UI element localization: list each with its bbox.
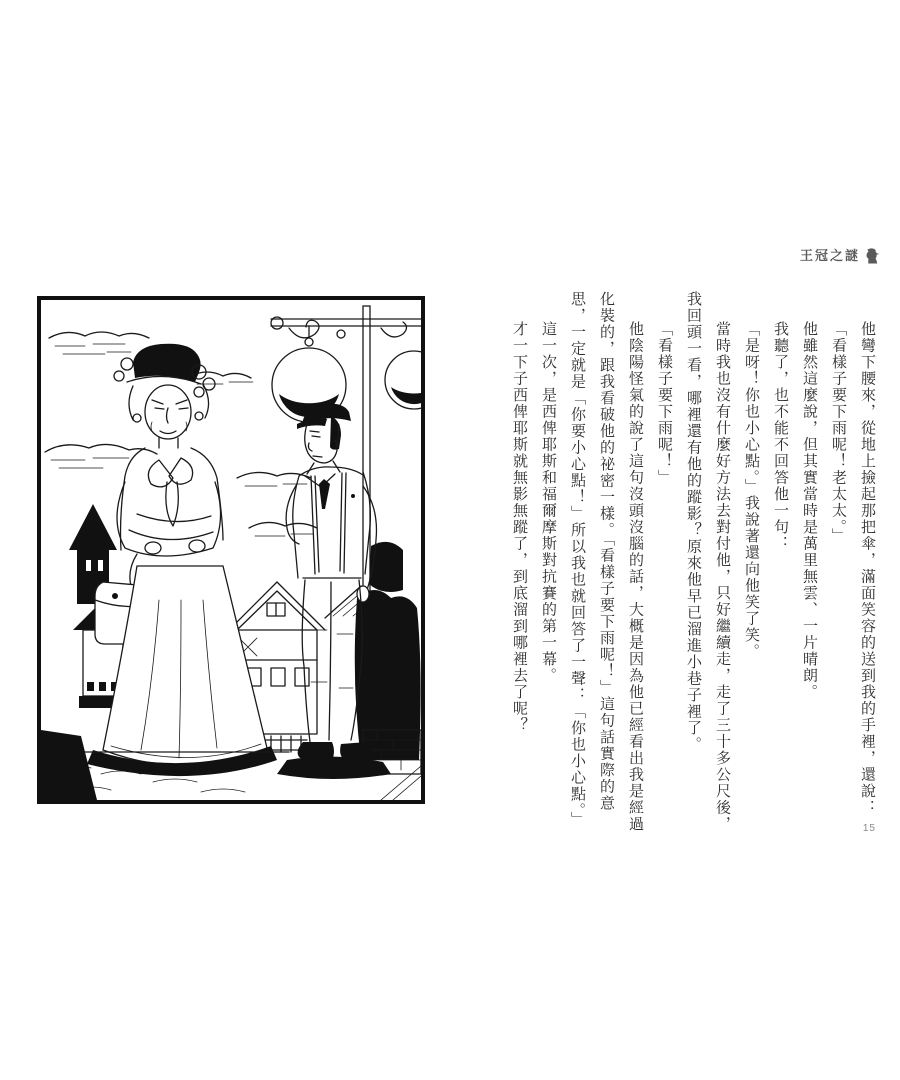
text-column: 思，一定就是「你要小心點！」所以我也就回答了一聲：「你也小心點。」	[569, 291, 585, 828]
text-column: 我聽了，也不能不回答他一句：	[772, 321, 788, 552]
street-scene-drawing	[41, 300, 421, 800]
text-column: 他彎下腰來，從地上撿起那把傘，滿面笑容的送到我的手裡，還說：	[859, 321, 875, 816]
running-header	[800, 243, 880, 265]
text-column: 他陰陽怪氣的說了這句沒頭沒腦的話，大概是因為他已經看出我是經過	[627, 321, 643, 833]
text-column: 我回頭一看，哪裡還有他的蹤影？原來他早已溜進小巷子裡了。	[685, 291, 701, 753]
text-column: 化裝的，跟我看破他的祕密一樣。「看樣子要下雨呢！」這句話實際的意	[598, 291, 614, 812]
text-column: 才一下子西俾耶斯就無影無蹤了，到底溜到哪裡去了呢？	[511, 321, 527, 734]
text-column: 當時我也沒有什麼好方法去對付他，只好繼續走，走了三十多公尺後，	[714, 321, 730, 833]
vertical-text	[503, 291, 881, 849]
text-column: 「看樣子要下雨呢！」	[656, 321, 672, 486]
holmes-silhouette-icon	[865, 245, 880, 264]
text-column: 這一次，是西俾耶斯和福爾摩斯對抗賽的第一幕。	[540, 321, 556, 684]
text-column: 他雖然這麼說，但其實當時是萬里無雲、一片晴朗。	[801, 321, 817, 701]
text-column: 「看樣子要下雨呢！老太太。」	[830, 321, 846, 545]
text-column: 「是呀！你也小心點。」我說著還向他笑了笑。	[743, 321, 759, 660]
page-number: 15	[862, 823, 876, 834]
chapter-title: 王冠之謎	[799, 247, 860, 263]
illustration-panel	[37, 296, 425, 804]
